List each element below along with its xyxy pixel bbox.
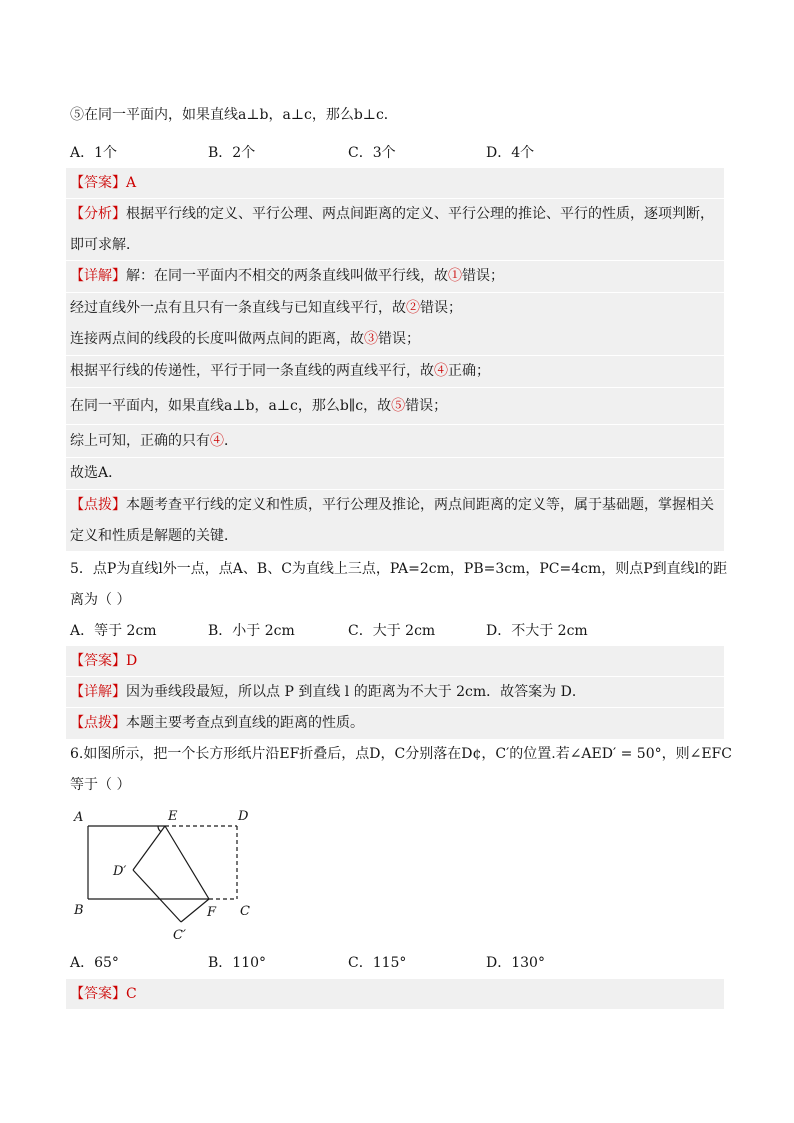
circled-number: ④ <box>210 433 224 449</box>
answer-value: D <box>126 653 138 669</box>
q4-option-d: D．4个 <box>486 145 535 161</box>
analysis-label: 【分析】 <box>70 206 126 222</box>
label-c-prime: C′ <box>173 928 186 943</box>
q5-stem-line: 5．点P为直线l外一点，点A、B、C为直线上三点，PA=2cm，PB=3cm，PC=4cm，则点P到直线l的距 <box>70 561 728 577</box>
analysis-line: 即可求解． <box>70 236 140 253</box>
tip-label: 【点拨】 <box>70 497 126 513</box>
q4-analysis <box>66 199 724 260</box>
tip-label: 【点拨】 <box>70 715 126 731</box>
q5-answer <box>66 646 724 676</box>
q4-option-a: A．1个 <box>70 145 118 161</box>
detail-text: 故选A． <box>70 465 123 481</box>
circled-number: ② <box>406 300 420 316</box>
circled-number: ③ <box>364 331 378 347</box>
q5-option-d: D．不大于 2cm <box>486 623 588 639</box>
detail-text: 综上可知，正确的只有 <box>70 433 210 449</box>
angle-arc-aed-prime <box>158 826 161 832</box>
label-d-prime: D′ <box>113 864 127 879</box>
detail-text: 正确； <box>448 363 490 379</box>
q6-option-d: D．130° <box>486 955 545 971</box>
q4-detail-line <box>66 293 724 324</box>
q5-option-b: B．小于 2cm <box>208 623 295 639</box>
q6-option-a: A．65° <box>70 955 119 971</box>
q6-answer <box>66 979 724 1009</box>
q4-tip <box>66 490 724 551</box>
folded-rectangle-figure <box>66 800 266 945</box>
q4-option-c: C．3个 <box>348 145 396 161</box>
detail-label: 【详解】 <box>70 684 126 700</box>
q6-option-c: C．115° <box>348 955 407 971</box>
answer-label: 【答案】 <box>70 175 126 191</box>
fold-line-e-f <box>165 826 209 899</box>
q6-stem-line: 6.如图所示，把一个长方形纸片沿EF折叠后，点D，C分别落在D¢，C′的位置.若∠AED′ = 50°，则∠EFC <box>70 746 732 762</box>
q4-detail-line <box>66 425 724 457</box>
tip-text: 本题主要考查点到直线的距离的性质。 <box>126 715 364 731</box>
q6-stem-line: 等于（ ） <box>70 777 131 793</box>
tip-line: 本题考查平行线的定义和性质，平行公理及推论，两点间距离的定义等，属于基础题，掌握相关 <box>126 497 714 513</box>
q5-detail <box>66 677 724 707</box>
circled-number: ① <box>448 268 462 284</box>
detail-text: ． <box>224 433 238 449</box>
analysis-line: 根据平行线的定义、平行公理、两点间距离的定义、平行公理的推论、平行的性质，逐项判断， <box>126 206 714 222</box>
detail-text: 错误； <box>420 300 462 316</box>
detail-text: 根据平行线的传递性，平行于同一条直线的两直线平行，故 <box>70 363 434 379</box>
tip-line: 定义和性质是解题的关键． <box>70 527 238 544</box>
label-a: A <box>74 810 84 825</box>
q5-stem-line: 离为（ ） <box>70 592 131 608</box>
q4-detail-line <box>66 261 724 292</box>
detail-text: 因为垂线段最短，所以点 P 到直线 l 的距离为不大于 2cm．故答案为 D． <box>126 684 586 700</box>
q4-detail-line <box>66 324 724 355</box>
detail-text: 经过直线外一点有且只有一条直线与已知直线平行，故 <box>70 300 406 316</box>
answer-value: A <box>126 175 137 191</box>
q4-answer <box>66 168 724 198</box>
detail-text: 在同一平面内，如果直线a⊥b，a⊥c，那么b∥c，故 <box>70 398 392 414</box>
q4-detail-line <box>66 458 724 489</box>
edge-e-d-prime <box>133 826 165 870</box>
answer-value: C <box>126 986 137 1002</box>
answer-label: 【答案】 <box>70 653 126 669</box>
q4-detail-line <box>66 356 724 387</box>
edge-d-prime-c-prime <box>133 870 181 922</box>
q4-option-b: B．2个 <box>208 145 256 161</box>
label-b: B <box>74 903 84 918</box>
detail-text: 错误； <box>462 268 504 284</box>
circled-number: ④ <box>434 363 448 379</box>
detail-text: 连接两点间的线段的长度叫做两点间的距离，故 <box>70 331 364 347</box>
q5-tip <box>66 708 724 739</box>
label-e: E <box>168 809 178 824</box>
detail-text: 错误； <box>378 331 420 347</box>
detail-text: 解：在同一平面内不相交的两条直线叫做平行线，故 <box>126 268 448 284</box>
answer-label: 【答案】 <box>70 986 126 1002</box>
q4-detail-line <box>66 388 724 424</box>
q6-option-b: B．110° <box>208 955 267 971</box>
q5-option-c: C．大于 2cm <box>348 623 436 639</box>
label-f: F <box>207 905 217 920</box>
detail-text: 错误； <box>405 398 448 414</box>
q5-option-a: A．等于 2cm <box>70 623 157 639</box>
circled-number: ⑤ <box>391 398 406 414</box>
label-c: C <box>240 904 250 919</box>
q4-statement-5: ⑤在同一平面内，如果直线a⊥b，a⊥c，那么b⊥c． <box>70 107 398 123</box>
edge-c-prime-f <box>181 899 209 922</box>
detail-label: 【详解】 <box>70 268 126 284</box>
label-d: D <box>238 809 249 824</box>
